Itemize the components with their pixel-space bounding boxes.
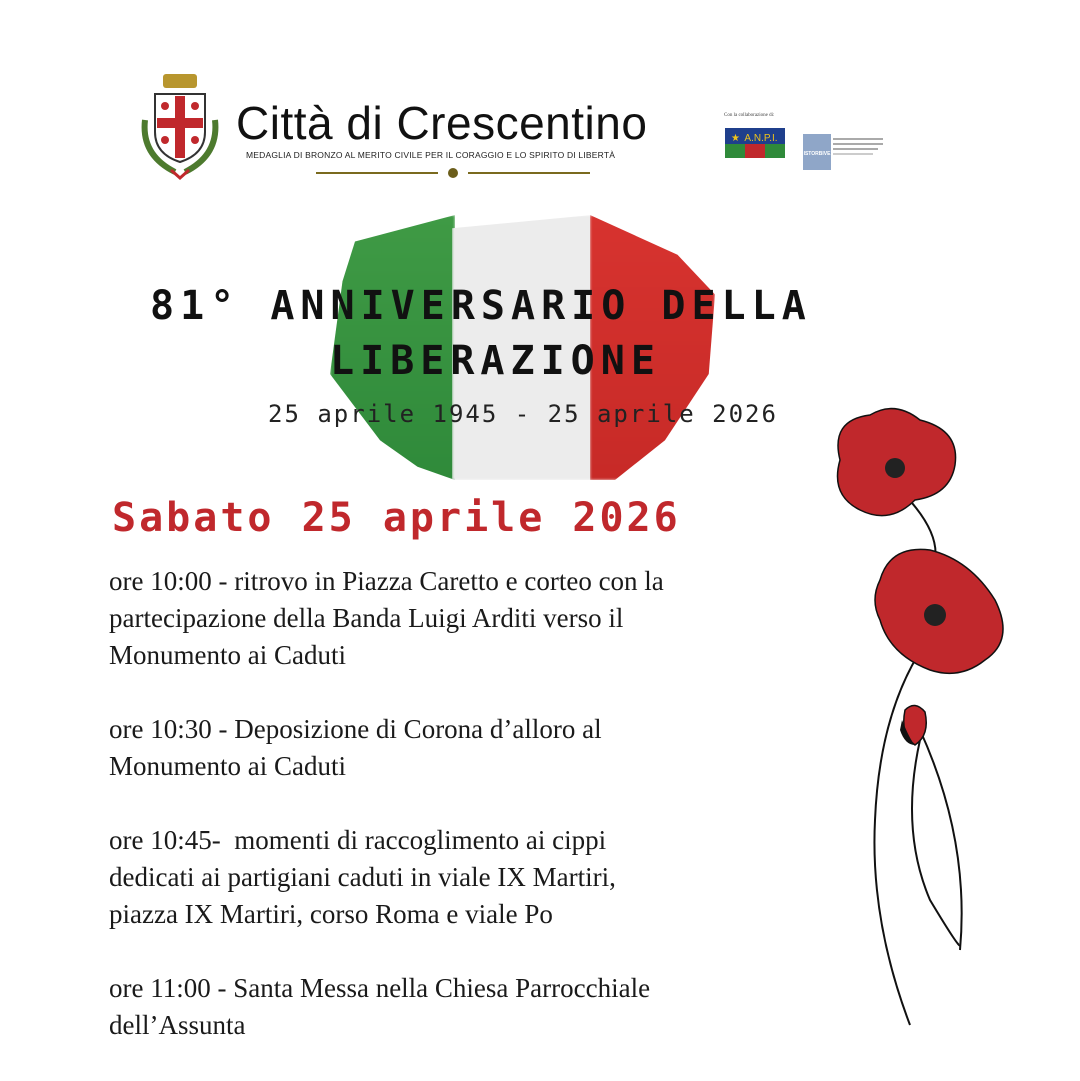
day-title: Sabato 25 aprile 2026 bbox=[112, 495, 681, 541]
poppy-flower-top bbox=[838, 409, 956, 516]
event-item: ore 10:30 - Deposizione di Corona d’alloro al Monumento ai Caduti bbox=[109, 714, 602, 781]
event-item: ore 11:00 - Santa Messa nella Chiesa Parrocchiale dell’Assunta bbox=[109, 973, 651, 1040]
headline-line1: 81° ANNIVERSARIO DELLA bbox=[150, 283, 812, 329]
ornament-divider bbox=[316, 166, 590, 180]
partner-logos bbox=[723, 114, 888, 172]
anpi-star-icon: ★ bbox=[731, 133, 740, 144]
poppy-flower-middle bbox=[875, 549, 1003, 673]
event-item: ore 10:45- momenti di raccoglimento ai cippi dedicati ai partigiani caduti in viale IX Martiri, piazza IX Martiri, corso Roma e viale Po bbox=[109, 825, 616, 929]
city-subtitle: MEDAGLIA DI BRONZO AL MERITO CIVILE PER IL CORAGGIO E LO SPIRITO DI LIBERTÀ bbox=[246, 150, 616, 160]
event-list bbox=[109, 563, 829, 1081]
event-item: ore 10:00 - ritrovo in Piazza Caretto e corteo con la partecipazione della Banda Luigi Arditi verso il Monumento ai Caduti bbox=[109, 566, 664, 670]
anniversary-dates: 25 aprile 1945 - 25 aprile 2026 bbox=[268, 400, 778, 428]
collaboration-label: Con la collaborazione di: bbox=[724, 113, 775, 118]
anpi-logo-text: A.N.P.I. bbox=[744, 133, 778, 144]
poppy-illustration bbox=[820, 400, 1020, 1040]
city-crest-logo bbox=[135, 70, 225, 182]
istorbive-logo-text: ISTORBIVE bbox=[803, 151, 831, 157]
poppy-bud bbox=[900, 705, 926, 745]
headline-line2: LIBERAZIONE bbox=[330, 338, 661, 384]
city-title: Città di Crescentino bbox=[236, 97, 648, 149]
